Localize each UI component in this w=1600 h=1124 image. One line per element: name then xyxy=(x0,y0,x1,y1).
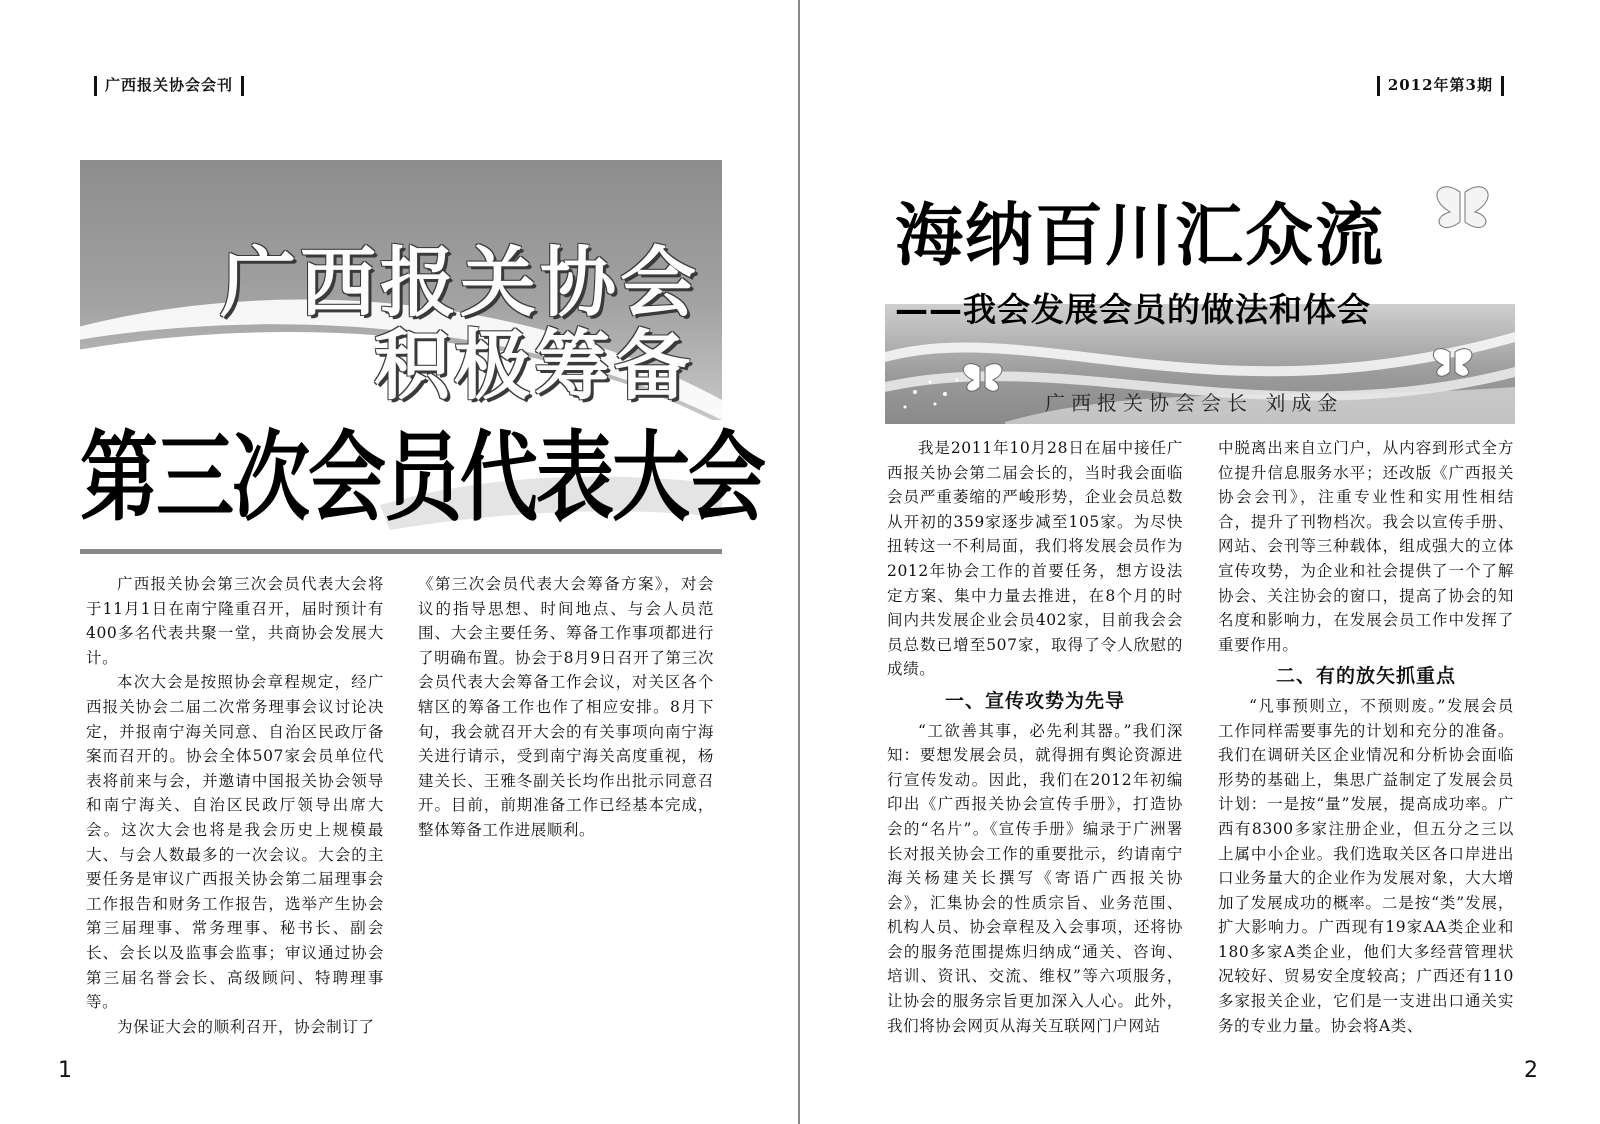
right-banner-title: 海纳百川汇众流 xyxy=(895,197,1386,276)
left-banner-rule xyxy=(80,549,722,554)
left-column-2 xyxy=(418,572,714,843)
section-heading: 一、宣传攻势为先导 xyxy=(944,689,1125,712)
page-number-right: 2 xyxy=(1524,1058,1538,1083)
paragraph: 中脱离出来自立门户，从内容到形式全方位提升信息服务水平；还改版《广西报关协会会刊》，注重专业性和实用性相结合，提升了刊物档次。我会以宣传手册、网站、会刊等三种载体，组成强大的立体宣传攻势，为企业和社会提供了一个了解协会、关注协会的窗口，提高了协会的知名度和影响力，在发展会员工作中发挥了重要作用。 xyxy=(1218,439,1514,654)
left-column-1 xyxy=(86,572,384,1039)
left-banner-title-line3: 第三次会员代表大会 xyxy=(80,422,765,535)
butterfly-icon xyxy=(1437,187,1488,228)
running-head-left-text: 广西报关协会会刊 xyxy=(105,76,234,94)
left-banner-title-line2: 积极筹备 xyxy=(374,321,694,410)
running-head-bar xyxy=(1377,76,1380,96)
running-head-bar xyxy=(94,76,97,96)
section-heading: 二、有的放矢抓重点 xyxy=(1275,665,1456,688)
running-head-left xyxy=(86,74,252,96)
paragraph: “凡事预则立，不预则废。”发展会员工作同样需要事先的计划和充分的准备。我们在调研关区企业情况和分析协会面临形势的基础上，集思广益制定了发展会员计划：一是按“量”发展，提高成功率。广西有8300多家注册企业，但五分之三以上属中小企业。我们选取关区各口岸进出口业务量大的企业作为发展对象，大大增加了发展成功的概率。二是按“类”发展，扩大影响力。广西现有19家AA类企业和180多家A类企业，他们大多经营管理状况较好、贸易安全度较高；广西还有110多家报关企业，它们是一支进出口通关实务的专业力量。协会将A类、 xyxy=(1218,696,1514,1035)
left-banner-title-line1: 广西报关协会 xyxy=(220,238,700,327)
running-head-bar xyxy=(241,76,244,96)
paragraph: 广西报关协会第三次会员代表大会将于11月1日在南宁隆重召开，届时预计有400多名代表共聚一堂，共商协会发展大计。 xyxy=(86,575,384,667)
paragraph: 为保证大会的顺利召开，协会制订了 xyxy=(117,1017,375,1036)
right-column-1 xyxy=(887,436,1183,1038)
running-head-bar xyxy=(1501,76,1504,96)
right-banner xyxy=(885,182,1515,437)
paragraph: 本次大会是按照协会章程规定，经广西报关协会二届二次常务理事会议讨论决定，并报南宁海关同意、自治区民政厅备案而召开的。协会全体507家会员单位代表将前来与会，并邀请中国报关协会领导和南宁海关、自治区民政厅领导出席大会。这次大会也将是我会历史上规模最大、与会人数最多的一次会议。大会的主要任务是审议广西报关协会第二届理事会工作报告和财务工作报告，选举产生协会第三届理事、常务理事、秘书长、副会长、会长以及监事会监事；审议通过协会第三届名誉会长、高级顾问、特聘理事等。 xyxy=(86,673,384,1012)
running-head-right xyxy=(1369,74,1512,96)
page-number-left: 1 xyxy=(58,1058,72,1083)
right-column-2 xyxy=(1218,436,1514,1038)
running-head-right-text: 2012年第3期 xyxy=(1387,76,1493,94)
right-banner-author: 广西报关协会会长 刘成金 xyxy=(1045,391,1344,415)
right-banner-subtitle: ——我会发展会员的做法和体会 xyxy=(895,290,1371,329)
paragraph: “工欲善其事，必先利其器。”我们深知：要想发展会员，就得拥有舆论资源进行宣传发动。因此，我们在2012年初编印出《广西报关协会宣传手册》，打造协会的“名片”。《宣传手册》编录于广洲署长对报关协会工作的重要批示，约请南宁海关杨建关长撰写《寄语广西报关协会》，汇集协会的性质宗旨、业务范围、机构人员、协会章程及入会事项，还将协会的服务范围提炼归纳成“通关、咨询、培训、资讯、交流、维权”等六项服务，让协会的服务宗旨更加深入人心。此外，我们将协会网页从海关互联网门户网站 xyxy=(887,721,1183,1035)
paragraph: 《第三次会员代表大会筹备方案》，对会议的指导思想、时间地点、与会人员范围、大会主要任务、筹备工作事项都进行了明确布置。协会于8月9日召开了第三次会员代表大会筹备工作会议，对关区各个辖区的筹备工作也作了相应安排。8月下旬，我会就召开大会的有关事项向南宁海关进行请示，受到南宁海关高度重视，杨建关长、王雅冬副关长均作出批示同意召开。目前，前期准备工作已经基本完成，整体筹备工作进展顺利。 xyxy=(418,575,714,839)
paragraph: 我是2011年10月28日在届中接任广西报关协会第二届会长的，当时我会面临会员严重萎缩的严峻形势，企业会员总数从开初的359家逐步减至105家。为尽快扭转这一不利局面，我们将发展会员作为2012年协会工作的首要任务，想方设法定方案、集中力量去推进，在8个月的时间内共发展企业会员402家，目前我会会员总数已增至507家，取得了令人欣慰的成绩。 xyxy=(887,439,1183,679)
left-banner xyxy=(80,160,765,555)
